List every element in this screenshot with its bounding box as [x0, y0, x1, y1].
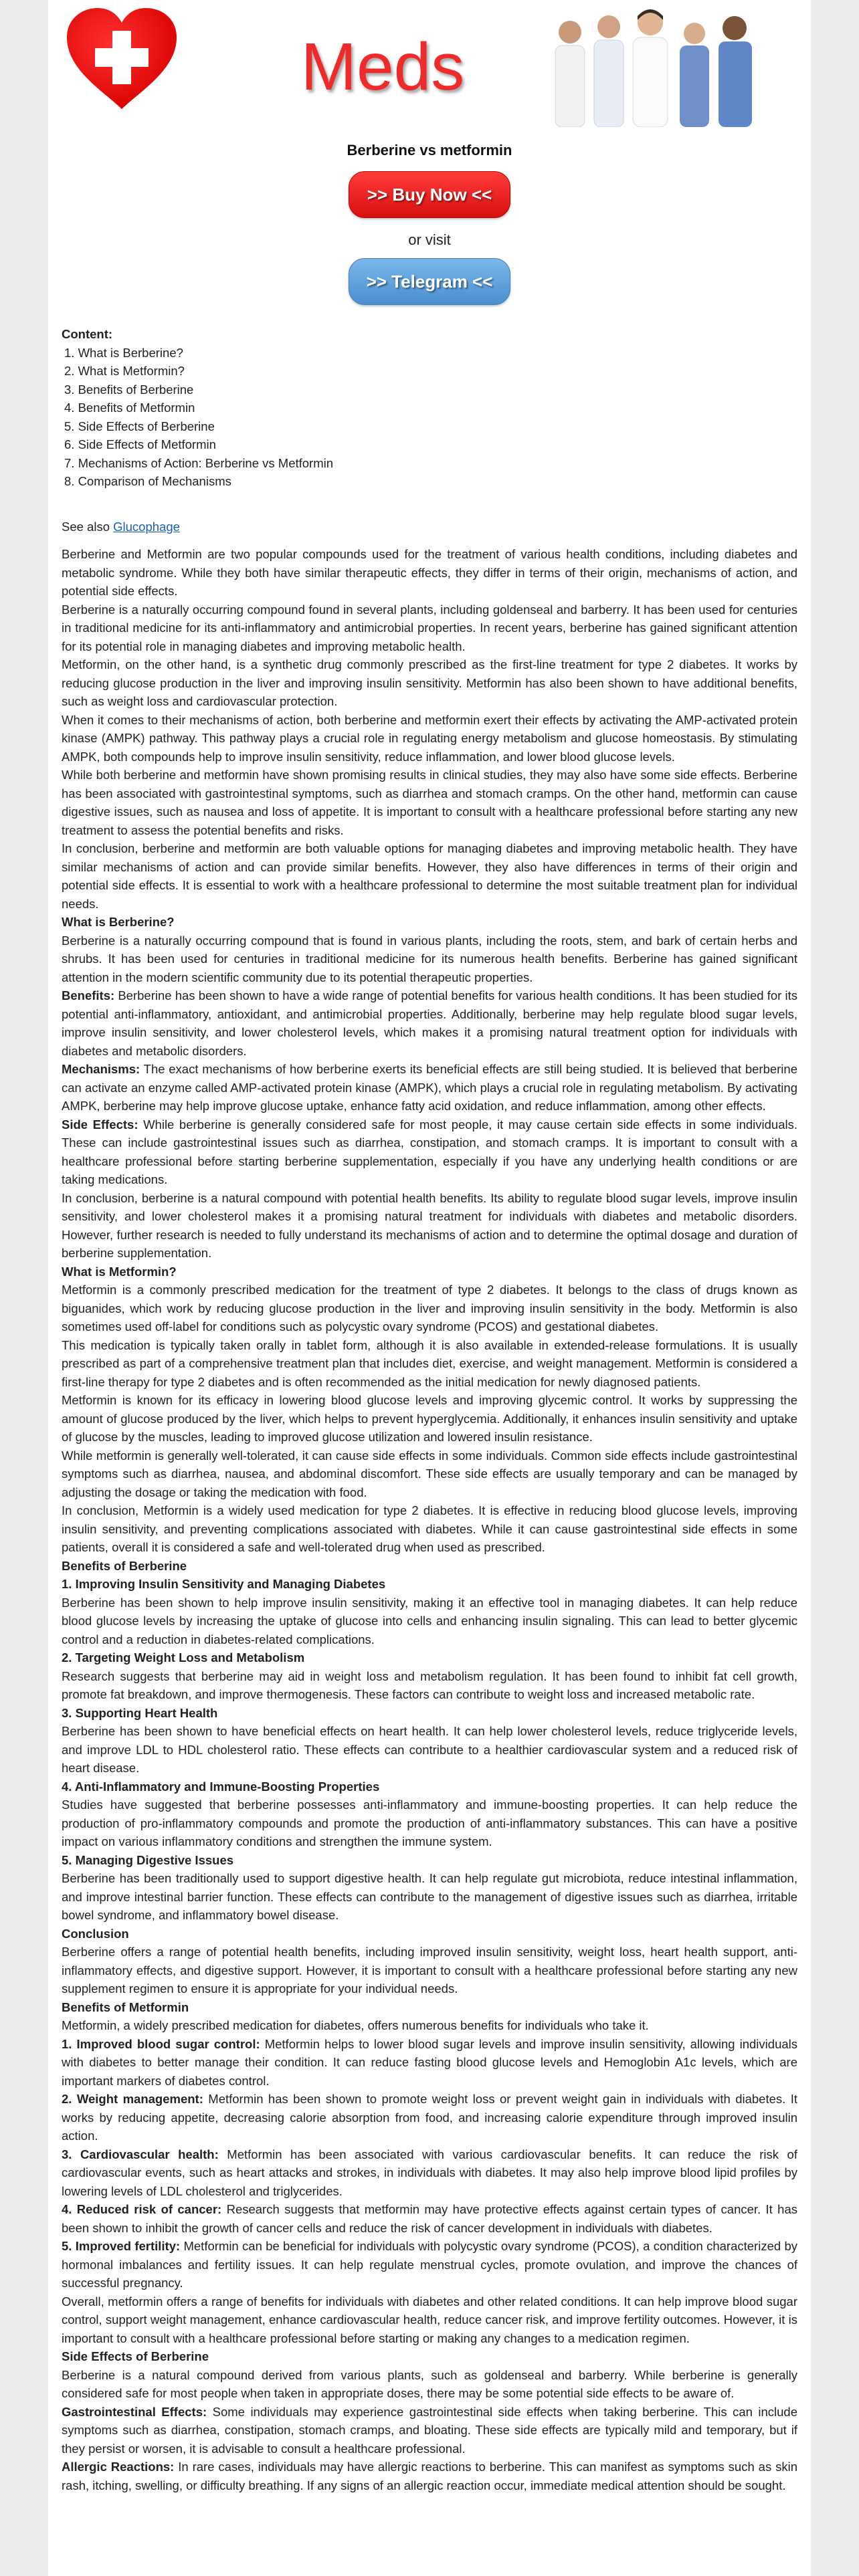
- paragraph: In conclusion, Metformin is a widely used medication for type 2 diabetes. It is effective in reducing blood glucose levels, improving insulin sensitivity, and preventing complications associated with diabetes. While it can cause gastrointestinal side effects in some patients, overall it is considered a safe and well-tolerated drug when used as prescribed.: [62, 1503, 797, 1554]
- paragraph-text: The exact mechanisms of how berberine exerts its beneficial effects are still being studied. It is believed that berberine can activate an enzyme called AMP-activated protein kinase (AMPK), which plays a crucial role in regulating metabolism. By activating AMPK, berberine may help improve glucose uptake, enhance fatty acid oxidation, and reduce inflammation, among other effects.: [62, 1062, 797, 1113]
- label: 5. Improved fertility:: [62, 2239, 181, 2253]
- table-of-contents: [62, 344, 797, 491]
- article-body: [62, 545, 797, 2494]
- label: 2. Weight management:: [62, 2092, 203, 2106]
- glucophage-link[interactable]: Glucophage: [113, 519, 180, 534]
- paragraph: Metformin is a commonly prescribed medication for the treatment of type 2 diabetes. It belongs to the class of drugs known as biguanides, which work by reducing glucose production in the liver and improving insulin sensitivity in the body. Metformin is also sometimes used off-label for conditions such as polycystic ovary syndrome (PCOS) and gestational diabetes.: [62, 1283, 797, 1333]
- paragraph-text: Some individuals may experience gastrointestinal side effects when taking berberine. This can include symptoms such as diarrhea, constipation, stomach cramps, and bloating. These side effects are typically mild and temporary, but if they persist or worsen, it is advisable to consult a healthcare professional.: [62, 2404, 798, 2456]
- paragraph: [62, 2090, 797, 2145]
- section-heading-berberine: What is Berberine?: [62, 915, 175, 929]
- paragraph-text: Berberine has been shown to have a wide range of potential benefits for various health conditions. It has been studied for its potential anti-inflammatory, antioxidant, and antimicrobial properties. Additionally, berberine may help regulate blood sugar levels, improve insulin sensitivity, and lower cholesterol levels, which makes it a promising natural treatment option for individuals with diabetes and metabolic disorders.: [62, 988, 797, 1058]
- or-visit-text: or visit: [408, 231, 451, 248]
- intro-paragraph: Metformin, on the other hand, is a synthetic drug commonly prescribed as the first-line treatment for type 2 diabetes. It works by reducing glucose production in the liver and improving insulin sensitivity. Metformin has also been shown to have additional benefits, such as weight loss and cardiovascular protection.: [62, 657, 797, 708]
- paragraph: Metformin, a widely prescribed medication for diabetes, offers numerous benefits for individuals who take it.: [62, 2018, 649, 2032]
- toc-item[interactable]: 6. Side Effects of Metformin: [64, 437, 216, 451]
- label: 3. Cardiovascular health:: [62, 2147, 219, 2161]
- paragraph: Berberine has been shown to have beneficial effects on heart health. It can help lower cholesterol levels, reduce triglyceride levels, and improve LDL to HDL cholesterol ratio. These effects can contribute to a healthier cardiovascular system and a reduced risk of heart disease.: [62, 1724, 797, 1775]
- label: 1. Improved blood sugar control:: [62, 2036, 260, 2051]
- label: Mechanisms:: [62, 1062, 140, 1076]
- paragraph: While metformin is generally well-tolerated, it can cause side effects in some individuals. Common side effects include gastrointestinal symptoms such as diarrhea, nausea, and abdominal discomfort. These side effects are usually temporary and can be managed by adjusting the dosage or taking the medication with food.: [62, 1448, 797, 1499]
- paragraph: Berberine offers a range of potential health benefits, including improved insulin sensitivity, weight loss, heart health support, anti-inflammatory effects, and digestive support. However, it is important to consult with a healthcare professional before starting any new supplement regimen to ensure it is appropriate for your individual needs.: [62, 1945, 797, 1996]
- label: Benefits:: [62, 988, 115, 1002]
- paragraph: [62, 1115, 797, 1189]
- paragraph: [62, 986, 797, 1060]
- medical-staff-photo: [543, 0, 759, 127]
- subheading: Conclusion: [62, 1926, 129, 1941]
- paragraph: [62, 1060, 797, 1115]
- section-heading-side-effects-berberine: Side Effects of Berberine: [62, 2349, 209, 2363]
- toc-title: Content:: [62, 327, 113, 341]
- subheading: 5. Managing Digestive Issues: [62, 1852, 234, 1867]
- label: Side Effects:: [62, 1117, 138, 1132]
- intro-paragraph: When it comes to their mechanisms of action, both berberine and metformin exert their effects by activating the AMP-activated protein kinase (AMPK) pathway. This pathway plays a crucial role in regulating energy metabolism and glucose homeostasis. By stimulating AMPK, both compounds help to improve insulin sensitivity, reduce inflammation, and lower blood glucose levels.: [62, 712, 797, 764]
- paragraph-text: Metformin has been associated with various cardiovascular benefits. It can reduce the risk of cardiovascular events, such as heart attacks and strokes, in individuals with diabetes. It may also help improve blood lipid profiles by lowering levels of LDL cholesterol and triglycerides.: [62, 2147, 797, 2198]
- paragraph: [62, 2035, 797, 2090]
- paragraph: In conclusion, berberine is a natural compound with potential health benefits. Its ability to regulate blood sugar levels, improve insulin sensitivity, and lower cholesterol makes it a promising natural treatment for individuals with diabetes and metabolic disorders. However, further research is needed to fully understand its mechanisms of action and to determine the optimal dosage and duration of berberine supplementation.: [62, 1190, 797, 1260]
- telegram-button[interactable]: >> Telegram <<: [349, 258, 510, 305]
- toc-item[interactable]: 2. What is Metformin?: [64, 364, 185, 378]
- toc-item[interactable]: 8. Comparison of Mechanisms: [64, 474, 231, 488]
- subheading: 2. Targeting Weight Loss and Metabolism: [62, 1650, 305, 1665]
- section-heading-metformin: What is Metformin?: [62, 1264, 177, 1279]
- see-also: [62, 518, 797, 536]
- paragraph-text: While berberine is generally considered safe for most people, it may cause certain side effects in some individuals. These can include gastrointestinal issues such as diarrhea, constipation, and stomach cramps. It is important to consult with a healthcare professional before starting berberine supplementation, especially if you have any underlying health conditions or are taking medications.: [62, 1117, 797, 1186]
- paragraph: Berberine has been shown to help improve insulin sensitivity, making it an effective tool in managing diabetes. It can help reduce blood glucose levels by increasing the uptake of glucose into cells and enhancing insulin signaling. This can lead to better glycemic control and a reduction in diabetes-related complications.: [62, 1595, 797, 1646]
- paragraph: This medication is typically taken orally in tablet form, although it is also available in extended-release formulations. It is usually prescribed as part of a comprehensive treatment plan that includes diet, exercise, and weight management. Metformin is considered a first-line therapy for type 2 diabetes and is often recommended as the initial medication for newly diagnosed patients.: [62, 1337, 797, 1389]
- buy-now-button[interactable]: >> Buy Now <<: [349, 171, 510, 218]
- label: Allergic Reactions:: [62, 2460, 175, 2474]
- paragraph: Berberine has been traditionally used to support digestive health. It can help regulate gut microbiota, reduce intestinal inflammation, and improve intestinal barrier function. These effects can contribute to the management of digestive issues such as diarrhea, irritable bowel syndrome, and inflammatory bowel disease.: [62, 1871, 797, 1922]
- paragraph: [62, 2200, 797, 2237]
- intro-paragraph: In conclusion, berberine and metformin are both valuable options for managing diabetes and improving metabolic health. They have similar mechanisms of action and can provide similar benefits. However, they also have differences in terms of their origin and potential side effects. It is essential to work with a healthcare professional to determine the most suitable treatment plan for individual needs.: [62, 841, 797, 911]
- section-heading-benefits-metformin: Benefits of Metformin: [62, 2000, 189, 2014]
- intro-paragraph: Berberine and Metformin are two popular compounds used for the treatment of various health conditions, including diabetes and metabolic syndrome. While they both have similar therapeutic effects, they differ in terms of their origin, mechanisms of action, and potential side effects.: [62, 547, 797, 598]
- paragraph: [62, 2145, 797, 2201]
- site-header: [48, 0, 811, 134]
- paragraph: Berberine is a naturally occurring compound that is found in various plants, including the roots, stem, and bark of certain herbs and shrubs. It has been used for centuries in traditional medicine for its numerous health benefits. Berberine has gained significant attention in the modern scientific community due to its potential therapeutic properties.: [62, 933, 797, 984]
- paragraph-text: Metformin helps to lower blood sugar levels and improve insulin sensitivity, allowing individuals with diabetes to better manage their condition. It can reduce fasting blood glucose levels and Hemoglobin A1c levels, which are important markers of diabetes control.: [62, 2036, 798, 2088]
- paragraph: Research suggests that berberine may aid in weight loss and metabolism regulation. It has been found to inhibit fat cell growth, promote fat breakdown, and improve thermogenesis. These factors can contribute to weight loss and increased metabolic rate.: [62, 1669, 797, 1701]
- subheading: 1. Improving Insulin Sensitivity and Managing Diabetes: [62, 1577, 386, 1591]
- subheading: 3. Supporting Heart Health: [62, 1705, 218, 1720]
- paragraph-text: In rare cases, individuals may have allergic reactions to berberine. This can manifest as symptoms such as skin rash, itching, swelling, or difficulty breathing. If any signs of an allergic reaction occur, immediate medical attention should be sought.: [62, 2460, 797, 2492]
- page: [48, 0, 811, 2576]
- paragraph: Studies have suggested that berberine possesses anti-inflammatory and immune-boosting properties. It can help reduce the production of pro-inflammatory compounds and promote the production of anti-inflammatory substances. This can have a positive impact on various inflammatory conditions and strengthen the immune system.: [62, 1798, 797, 1848]
- paragraph: [62, 2458, 797, 2494]
- paragraph-text: Metformin can be beneficial for individuals with polycystic ovary syndrome (PCOS), a condition characterized by hormonal imbalances and fertility issues. It can help regulate menstrual cycles, promote ovulation, and improve the chances of successful pregnancy.: [62, 2239, 797, 2290]
- paragraph-text: Research suggests that metformin may have protective effects against certain types of cancer. It has been shown to inhibit the growth of cancer cells and reduce the risk of cancer development in individuals with diabetes.: [62, 2202, 798, 2235]
- intro-paragraph: While both berberine and metformin have shown promising results in clinical studies, they may also have some side effects. Berberine has been associated with gastrointestinal symptoms, such as diarrhea and stomach cramps. On the other hand, metformin can cause digestive issues, such as nausea and loss of appetite. It is important to consult with a healthcare professional before starting any new treatment to assess the potential benefits and risks.: [62, 768, 797, 837]
- paragraph: Berberine is a natural compound derived from various plants, such as goldenseal and barberry. While berberine is generally considered safe for most people when taken in appropriate doses, there may be some potential side effects to be aware of.: [62, 2367, 797, 2400]
- paragraph: Overall, metformin offers a range of benefits for individuals with diabetes and other related conditions. It can help improve blood sugar control, support weight management, enhance cardiovascular health, reduce cancer risk, and improve fertility outcomes. However, it is important to consult with a healthcare professional before starting or making any changes to a medication regimen.: [62, 2294, 797, 2345]
- site-title: Meds: [300, 29, 465, 104]
- article-content: [48, 325, 811, 2494]
- intro-paragraph: Berberine is a naturally occurring compound found in several plants, including goldenseal and barberry. It has been used for centuries in traditional medicine for its anti-inflammatory and antimicrobial properties. In recent years, berberine has gained significant attention for its potential role in managing diabetes and improving metabolic health.: [62, 602, 797, 653]
- toc-item[interactable]: 5. Side Effects of Berberine: [64, 419, 215, 433]
- subheading: 4. Anti-Inflammatory and Immune-Boosting Properties: [62, 1779, 380, 1794]
- toc-item[interactable]: 3. Benefits of Berberine: [64, 382, 194, 397]
- medical-heart-logo-icon: [63, 5, 181, 112]
- label: Gastrointestinal Effects:: [62, 2404, 207, 2419]
- paragraph-text: Metformin has been shown to promote weight loss or prevent weight gain in individuals with diabetes. It works by reducing appetite, decreasing calorie absorption from food, and increasing calorie expenditure through improved insulin action.: [62, 2092, 797, 2143]
- section-heading-benefits-berberine: Benefits of Berberine: [62, 1558, 187, 1573]
- toc-item[interactable]: 1. What is Berberine?: [64, 345, 183, 360]
- page-heading: Berberine vs metformin: [347, 142, 512, 158]
- toc-item[interactable]: 4. Benefits of Metformin: [64, 401, 195, 415]
- toc-item[interactable]: 7. Mechanisms of Action: Berberine vs Metformin: [64, 455, 334, 470]
- see-also-label: See also: [62, 519, 114, 534]
- paragraph: [62, 2403, 797, 2458]
- paragraph: [62, 2237, 797, 2292]
- label: 4. Reduced risk of cancer:: [62, 2202, 222, 2216]
- paragraph: Metformin is known for its efficacy in lowering blood glucose levels and improving glycemic control. It works by suppressing the amount of glucose produced by the liver, which helps to prevent hyperglycemia. Additionally, it enhances insulin sensitivity and uptake of glucose by the muscles, leading to improved glucose utilization and lowered insulin resistance.: [62, 1393, 797, 1444]
